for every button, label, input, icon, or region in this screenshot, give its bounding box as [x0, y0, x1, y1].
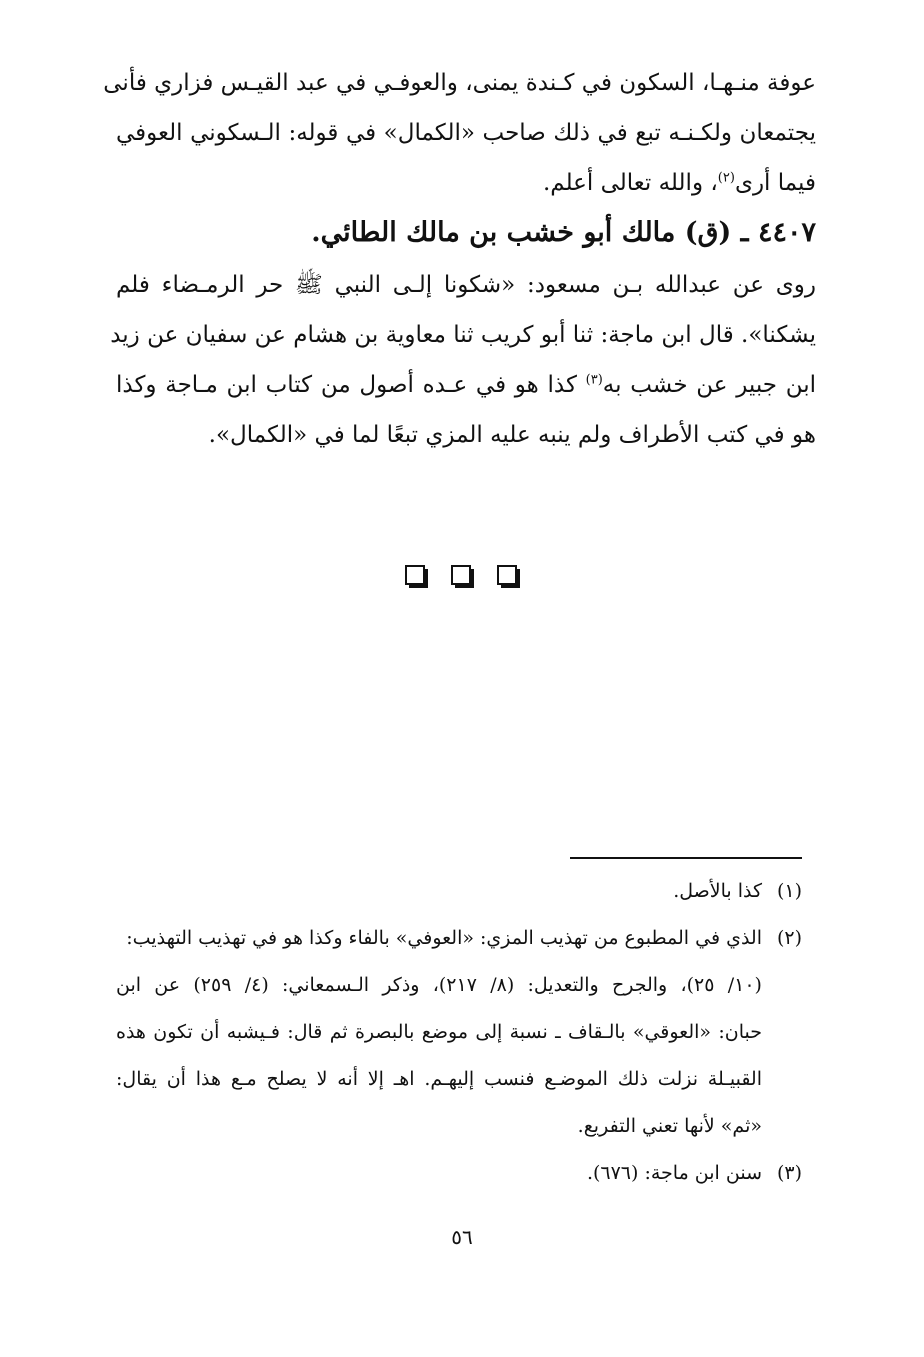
text-line: عوفة منـهـا، السكون في كـندة يمنى، والعوفـي في عبد القيـس فزاري فأنى	[103, 70, 816, 96]
text-segment: ، والله تعالى أعلم.	[542, 170, 718, 196]
footnote-text: حبان: «العوقي» بالـقاف ـ نسبة إلى موضع بالبصرة ثم قال: فـيشبه أن تكون هذه	[116, 1021, 762, 1043]
footnote-text: كذا بالأصل.	[673, 880, 762, 902]
entry-paragraph	[110, 260, 817, 460]
text-line: روى عن عبدالله بـن مسعود: «شكونا إلـى النبي ﷺ حر الرمـضاء فلم	[116, 272, 816, 298]
entry-heading: ٤٤٠٧ ـ (ق) مالك أبو خشب بن مالك الطائي.	[311, 217, 816, 248]
footnote-divider	[570, 857, 802, 859]
section-separator-icon	[405, 565, 427, 587]
footnote-ref: (٣)	[585, 372, 603, 388]
text-line: يجتمعان ولكـنـه تبع في ذلك صاحب «الكمال» في قوله: الـسكوني العوفي	[116, 120, 816, 146]
text-segment: ابن جبير عن خشب به	[602, 372, 817, 398]
text-segment: فيما أرى	[734, 170, 816, 196]
footnote-number: (٢)	[776, 927, 802, 949]
text-line: هو في كتب الأطراف ولم ينبه عليه المزي تبعًا لما في «الكمال».	[208, 422, 816, 448]
section-separator	[0, 565, 924, 595]
text-line: يشكنا». قال ابن ماجة: ثنا أبو كريب ثنا معاوية بن هشام عن سفيان عن زيد	[110, 322, 816, 348]
footnote-number: (٣)	[776, 1162, 802, 1184]
footnote-number: (١)	[776, 880, 802, 902]
footnote-2	[116, 915, 802, 962]
footnote-ref: (٢)	[717, 170, 735, 186]
footnote-text: القبيـلة نزلت ذلك الموضـع فنسب إليهـم. اهـ إلا أنه لا يصلح مـع هذا أن يقال:	[116, 1068, 762, 1090]
text-line	[116, 158, 816, 208]
text-segment: كذا هو في عـده أصول من كتاب ابن مـاجة وكذا	[116, 372, 586, 398]
footnote-text: «ثم» لأنها تعني التفريع.	[577, 1115, 762, 1137]
footnote-1	[116, 868, 802, 915]
footnote-text: الذي في المطبوع من تهذيب المزي: «العوفي» بالفاء وكذا هو في تهذيب التهذيب:	[126, 927, 762, 949]
section-separator-icon	[451, 565, 473, 587]
footnote-text: (١٠/ ٢٥)، والجرح والتعديل: (٨/ ٢١٧)، وذكر الـسمعاني: (٤/ ٢٥٩) عن ابن	[116, 974, 762, 996]
footnote-text: سنن ابن ماجة: (٦٧٦).	[586, 1162, 762, 1184]
page-number: ٥٦	[451, 1225, 473, 1249]
text-line	[116, 360, 816, 410]
opening-paragraph	[103, 58, 816, 208]
footnote-3	[116, 1150, 802, 1197]
footnotes	[116, 868, 802, 1197]
section-separator-icon	[497, 565, 519, 587]
